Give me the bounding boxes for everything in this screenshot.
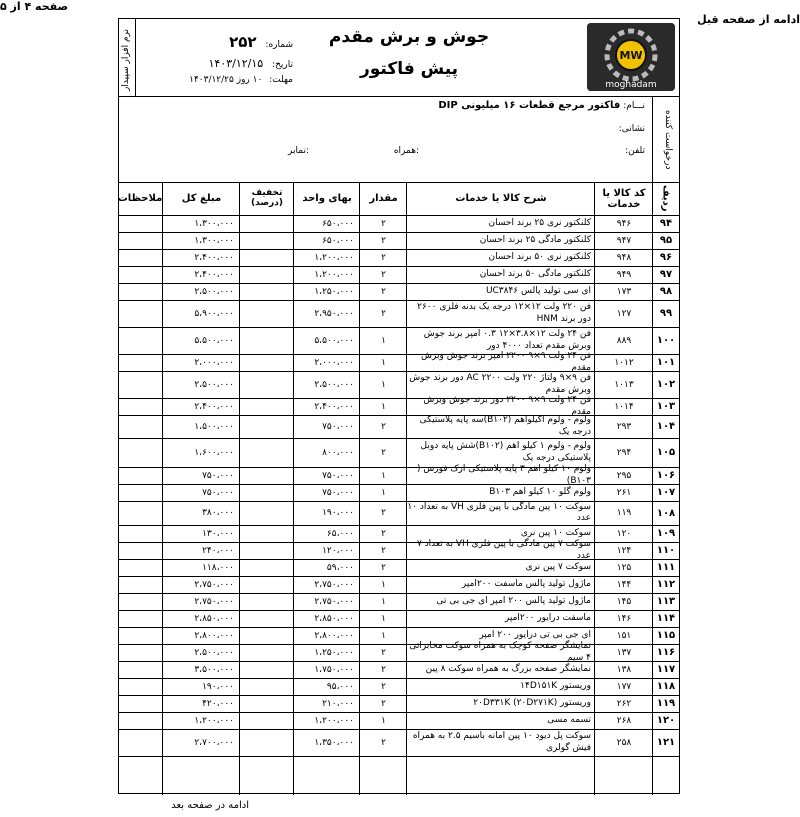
row-total: ۲،۸۵۰،۰۰۰ xyxy=(194,613,234,624)
row-code: ۱۳۷ xyxy=(616,647,632,658)
row-total: ۲،۵۰۰،۰۰۰ xyxy=(194,379,234,390)
row-description: ماسفت درایور ۲۰۰امپر xyxy=(504,612,591,623)
row-code: ۱۷۷ xyxy=(616,681,632,692)
row-description: ای سی تولید پالس UC۳۸۴۶ xyxy=(485,285,591,296)
row-total: ۱۹۰،۰۰۰ xyxy=(202,681,234,692)
row-radif: ۹۹ xyxy=(659,308,673,319)
row-unit-price: ۵۹،۰۰۰ xyxy=(326,562,354,573)
row-total: ۲،۸۰۰،۰۰۰ xyxy=(194,630,234,641)
continued-from: ادامه از صفحه قبل xyxy=(697,13,800,26)
table-row xyxy=(119,232,679,250)
table-row xyxy=(119,283,679,301)
row-unit-price: ۲،۸۰۰،۰۰۰ xyxy=(314,630,354,641)
row-total: ۳،۵۰۰،۰۰۰ xyxy=(194,664,234,675)
row-code: ۲۶۲ xyxy=(616,698,632,709)
row-quantity: ۲ xyxy=(381,286,386,297)
row-radif: ۱۰۸ xyxy=(656,507,676,519)
row-unit-price: ۶۵۰،۰۰۰ xyxy=(322,218,354,229)
row-total: ۱،۶۰۰،۰۰۰ xyxy=(194,447,234,458)
row-radif: ۱۰۷ xyxy=(656,487,676,498)
row-unit-price: ۲،۹۵۰،۰۰۰ xyxy=(314,308,354,319)
row-description: فن ۲۴ ولت ۹×۹ ۲۲۰۰ دور برند جوش وبرش مقدم xyxy=(423,395,591,417)
table-row xyxy=(119,627,679,645)
table-row xyxy=(119,525,679,543)
row-quantity: ۱ xyxy=(381,470,386,481)
row-quantity: ۲ xyxy=(381,545,386,556)
footer-section xyxy=(119,795,679,817)
table-row xyxy=(119,610,679,628)
row-description: ولوم گلو ۱۰ کیلو اهم B۱۰۳ xyxy=(489,486,591,497)
row-unit-price: ۲،۷۵۰،۰۰۰ xyxy=(314,596,354,607)
header-code: کد کالا یا خدمات xyxy=(602,187,646,210)
row-quantity: ۲ xyxy=(381,562,386,573)
invoice-number: شماره: ۲۵۲ xyxy=(229,33,293,51)
header-discount: تخفیف (درصد) xyxy=(251,187,283,208)
row-radif: ۱۱۰ xyxy=(656,545,676,556)
table-row xyxy=(119,593,679,611)
row-description: کلنکتور نری ۵۰ برند احسان xyxy=(488,251,591,262)
row-unit-price: ۷۵۰،۰۰۰ xyxy=(322,487,354,498)
row-code: ۱۳۸ xyxy=(616,664,632,675)
row-total: ۲،۷۵۰،۰۰۰ xyxy=(194,579,234,590)
row-total: ۱،۳۰۰،۰۰۰ xyxy=(194,235,234,246)
row-quantity: ۱ xyxy=(381,596,386,607)
row-unit-price: ۷۵۰،۰۰۰ xyxy=(322,421,354,432)
customer-address: نشانی: xyxy=(618,124,645,134)
row-description: ماژول تولید پالس ماسفت ۲۰۰امپر xyxy=(461,578,591,589)
row-quantity: ۱ xyxy=(381,630,386,641)
customer-mobile: همراه: xyxy=(393,146,419,156)
row-quantity: ۲ xyxy=(381,235,386,246)
table-row xyxy=(119,464,679,486)
row-quantity: ۱ xyxy=(381,379,386,390)
company-logo xyxy=(587,23,675,91)
row-description: نمایشگر صفحه کوچک به همراه سوکت مخابراتی ۴ سیم xyxy=(409,641,591,663)
row-unit-price: ۱،۲۰۰،۰۰۰ xyxy=(314,252,354,263)
row-unit-price: ۲،۵۰۰،۰۰۰ xyxy=(314,379,354,390)
row-total: ۵،۹۰۰،۰۰۰ xyxy=(194,308,234,319)
document-subtitle: پیش فاکتور xyxy=(359,59,459,79)
row-quantity: ۲ xyxy=(381,698,386,709)
row-unit-price: ۵،۵۰۰،۰۰۰ xyxy=(314,335,354,346)
row-unit-price: ۲،۴۰۰،۰۰۰ xyxy=(314,401,354,412)
row-code: ۱۰۱۳ xyxy=(614,379,634,390)
row-total: ۲،۰۰۰،۰۰۰ xyxy=(194,357,234,368)
table-row xyxy=(119,266,679,284)
row-radif: ۱۱۱ xyxy=(656,562,676,573)
row-description: سوکت ۱۰ پین مادگی با پین فلزی VH به تعداد ۱۰ عدد xyxy=(407,501,591,523)
row-unit-price: ۶۵۰،۰۰۰ xyxy=(322,235,354,246)
row-description: وریستور (۲۰D۲۷۱K) ۲۰D۳۳۱K xyxy=(473,697,591,708)
row-description: فن ۹×۹ ولتاژ ۲۲۰ ولت AC ۲۲۰۰ دور برند جوش وبرش مقدم xyxy=(409,373,591,395)
row-unit-price: ۱،۲۰۰،۰۰۰ xyxy=(314,715,354,726)
table-row xyxy=(119,678,679,696)
row-radif: ۱۰۳ xyxy=(656,401,676,412)
row-description: سوکت ۷ پین مادگی با پین فلزی VH به تعداد ۷ عدد xyxy=(416,539,591,561)
row-unit-price: ۱،۲۰۰،۰۰۰ xyxy=(314,269,354,280)
row-radif: ۱۱۴ xyxy=(656,613,676,624)
row-radif: ۱۰۲ xyxy=(656,379,676,390)
row-code: ۲۶۱ xyxy=(616,487,632,498)
row-quantity: ۱ xyxy=(381,579,386,590)
row-total: ۲،۵۰۰،۰۰۰ xyxy=(194,286,234,297)
row-total: ۲،۴۰۰،۰۰۰ xyxy=(194,401,234,412)
table-row xyxy=(119,351,679,373)
row-code: ۸۸۹ xyxy=(616,335,632,346)
row-code: ۲۹۳ xyxy=(616,421,632,432)
row-description: سوکت ۱۰ پین نری xyxy=(520,527,591,538)
row-description: ای جی بی تی درایور ۲۰۰ امپر xyxy=(479,629,591,640)
row-quantity: ۱ xyxy=(381,487,386,498)
row-radif: ۱۰۹ xyxy=(656,528,676,539)
row-quantity: ۱ xyxy=(381,613,386,624)
table-row xyxy=(119,539,679,561)
row-quantity: ۲ xyxy=(381,421,386,432)
customer-section xyxy=(119,96,679,183)
row-code: ۱۴۴ xyxy=(616,579,632,590)
table-row xyxy=(119,249,679,267)
row-quantity: ۲ xyxy=(381,252,386,263)
row-description: سوکت پل دیود ۱۰ پین امانه باسیم ۲.۵ به همراه فیش گولری xyxy=(412,731,591,753)
row-quantity: ۲ xyxy=(381,218,386,229)
invoice-deadline: مهلت: ۱۰ روز ۱۴۰۳/۱۲/۲۵ xyxy=(189,75,293,85)
row-total: ۱۳۰،۰۰۰ xyxy=(202,528,234,539)
invoice-header xyxy=(119,19,679,97)
row-description: وریستور ۱۴D۱۵۱K xyxy=(520,680,591,691)
header-desc: شرح کالا یا خدمات xyxy=(455,193,547,204)
row-quantity: ۲ xyxy=(381,269,386,280)
row-description: فن ۲۴ ولت ۹×۹ ۲۲۰۰ امپر برند جوش وبرش مقدم xyxy=(421,351,591,373)
row-quantity: ۱ xyxy=(381,401,386,412)
header-unit-price: بهای واحد xyxy=(302,193,352,204)
row-radif: ۹۴ xyxy=(659,218,673,229)
row-quantity: ۱ xyxy=(381,335,386,346)
row-code: ۱۵۱ xyxy=(616,630,632,641)
row-unit-price: ۹۵،۰۰۰ xyxy=(326,681,354,692)
row-code: ۲۹۴ xyxy=(616,447,632,458)
customer-phone: تلفن: xyxy=(625,146,645,156)
row-description: فن ۲۴ ولت ۱۲×۳.۸×۱۲ ۰.۳ امپر برند جوش وبرش مقدم تعداد ۴۰۰۰ دور xyxy=(423,329,591,351)
row-code: ۱۲۵ xyxy=(616,562,632,573)
page-info: صفحه ۴ از ۵ xyxy=(0,0,69,13)
row-quantity: ۲ xyxy=(381,681,386,692)
row-unit-price: ۱،۷۵۰،۰۰۰ xyxy=(314,664,354,675)
row-description: تسمه مسی xyxy=(547,714,591,725)
row-radif: ۱۱۳ xyxy=(656,596,676,607)
row-code: ۹۴۷ xyxy=(616,235,632,246)
table-row xyxy=(119,641,679,663)
row-unit-price: ۱۲۰،۰۰۰ xyxy=(322,545,354,556)
row-unit-price: ۲،۰۰۰،۰۰۰ xyxy=(314,357,354,368)
row-radif: ۱۱۵ xyxy=(656,630,676,641)
table-row xyxy=(119,438,679,468)
row-unit-price: ۱،۲۵۰،۰۰۰ xyxy=(314,647,354,658)
row-description: ولوم - ولوم اکیلواهم (B۱۰۲)سه پایه پلاستیکی درجه یک xyxy=(419,415,591,437)
table-row xyxy=(119,695,679,713)
software-label: نرم افزار سپیدار xyxy=(121,29,131,91)
row-radif: ۱۱۲ xyxy=(656,579,676,590)
row-code: ۱۰۱۴ xyxy=(614,401,634,412)
table-row xyxy=(119,559,679,577)
row-unit-price: ۱،۲۵۰،۰۰۰ xyxy=(314,286,354,297)
row-description: ولوم - ولوم ۱ کیلو اهم (B۱۰۲)شش پایه دوبل پلاستیکی درجه یک xyxy=(420,441,591,463)
table-row xyxy=(119,215,679,233)
header-notes: ملاحظات xyxy=(117,193,163,204)
svg-text:MW: MW xyxy=(619,49,643,62)
header-qty: مقدار xyxy=(369,193,398,204)
table-row xyxy=(119,415,679,439)
row-description: ماژول تولید پالس ۲۰۰ امپر ای جی بی تی xyxy=(436,595,591,606)
row-unit-price: ۸۰۰،۰۰۰ xyxy=(322,447,354,458)
row-total: ۱۱۸،۰۰۰ xyxy=(202,562,234,573)
row-radif: ۱۲۱ xyxy=(656,737,676,748)
row-total: ۴۲۰،۰۰۰ xyxy=(202,698,234,709)
requester-label: درخواست کننده xyxy=(663,110,673,170)
row-code: ۱۷۳ xyxy=(616,286,632,297)
row-quantity: ۲ xyxy=(381,447,386,458)
row-code: ۱۲۰ xyxy=(616,528,632,539)
row-code: ۲۵۸ xyxy=(616,737,632,748)
row-unit-price: ۲۱۰،۰۰۰ xyxy=(322,698,354,709)
company-title: جوش و برش مقدم xyxy=(328,27,490,47)
row-total: ۲،۷۰۰،۰۰۰ xyxy=(194,737,234,748)
row-radif: ۱۱۷ xyxy=(656,664,676,675)
row-total: ۲،۴۰۰،۰۰۰ xyxy=(194,269,234,280)
table-row xyxy=(119,300,679,328)
customer-fax: نمابر: xyxy=(288,146,309,156)
row-code: ۱۰۱۲ xyxy=(614,357,634,368)
table-row xyxy=(119,501,679,526)
row-description: کلنکتور مادگی ۵۰ برند احسان xyxy=(479,268,591,279)
row-unit-price: ۲،۸۵۰،۰۰۰ xyxy=(314,613,354,624)
row-total: ۷۵۰،۰۰۰ xyxy=(202,470,234,481)
row-quantity: ۲ xyxy=(381,664,386,675)
row-total: ۲۴۰،۰۰۰ xyxy=(202,545,234,556)
row-description: نمایشگر صفحه بزرگ به همراه سوکت ۸ پین xyxy=(425,663,591,674)
row-description: ولوم ۱۰ کیلو اهم ۳ پایه پلاستیکی ارک فورس ( B۱۰۳) xyxy=(416,464,591,486)
header-total: مبلغ کل xyxy=(181,193,222,204)
row-code: ۱۴۶ xyxy=(616,613,632,624)
row-radif: ۹۸ xyxy=(659,286,673,297)
row-code: ۱۴۵ xyxy=(616,596,632,607)
row-description: سوکت ۷ پین نری xyxy=(525,561,591,572)
row-total: ۱،۵۰۰،۰۰۰ xyxy=(194,421,234,432)
row-total: ۳۸۰،۰۰۰ xyxy=(202,508,234,518)
row-total: ۲،۴۰۰،۰۰۰ xyxy=(194,252,234,263)
table-header xyxy=(119,182,679,216)
invoice-date: تاریخ: ۱۴۰۳/۱۲/۱۵ xyxy=(208,57,293,70)
row-radif: ۹۷ xyxy=(659,269,673,280)
row-total: ۵،۵۰۰،۰۰۰ xyxy=(194,335,234,346)
row-quantity: ۲ xyxy=(381,737,386,748)
row-total: ۲،۷۵۰،۰۰۰ xyxy=(194,596,234,607)
table-row xyxy=(119,661,679,679)
row-radif: ۱۰۱ xyxy=(656,357,676,368)
row-radif: ۱۱۹ xyxy=(656,698,676,709)
header-radif: ردیف xyxy=(660,185,672,212)
row-code: ۱۲۷ xyxy=(616,308,632,319)
row-radif: ۹۶ xyxy=(659,252,673,263)
row-quantity: ۲ xyxy=(381,508,386,518)
row-radif: ۱۰۴ xyxy=(656,421,676,432)
row-code: ۹۴۹ xyxy=(616,269,632,280)
row-unit-price: ۷۵۰،۰۰۰ xyxy=(322,470,354,481)
table-row xyxy=(119,371,679,399)
row-unit-price: ۱،۳۵۰،۰۰۰ xyxy=(314,737,354,748)
row-radif: ۱۱۸ xyxy=(656,681,676,692)
row-code: ۱۱۹ xyxy=(616,508,632,518)
row-radif: ۱۱۶ xyxy=(656,647,676,658)
customer-name: نـــام: فاکتور مرجع قطعات ۱۶ میلیونی DIP xyxy=(438,100,645,111)
row-description: کلنکتور نری ۲۵ برند احسان xyxy=(488,217,591,228)
row-radif: ۱۰۵ xyxy=(656,447,676,458)
row-code: ۲۹۵ xyxy=(616,470,632,481)
invoice-frame xyxy=(117,18,680,811)
row-total: ۲،۵۰۰،۰۰۰ xyxy=(194,647,234,658)
row-quantity: ۱ xyxy=(381,715,386,726)
continued-next: ادامه در صفحه بعد xyxy=(171,800,249,811)
row-unit-price: ۱۹۰،۰۰۰ xyxy=(322,508,354,518)
row-total: ۱،۲۰۰،۰۰۰ xyxy=(194,715,234,726)
row-total: ۱،۳۰۰،۰۰۰ xyxy=(194,218,234,229)
row-quantity: ۲ xyxy=(381,308,386,319)
row-description: فن ۲۲۰ ولت ۱۲×۱۲ درجه یک بدنه فلزی ۲۶۰۰ دور برند HNM xyxy=(417,302,591,324)
table-row xyxy=(119,484,679,502)
row-radif: ۹۵ xyxy=(659,235,673,246)
row-radif: ۱۰۶ xyxy=(656,470,676,481)
table-row xyxy=(119,729,679,757)
row-quantity: ۲ xyxy=(381,647,386,658)
row-radif: ۱۲۰ xyxy=(656,715,676,726)
row-description: کلنکتور مادگی ۲۵ برند احسان xyxy=(479,234,591,245)
row-code: ۹۴۸ xyxy=(616,252,632,263)
row-quantity: ۲ xyxy=(381,528,386,539)
table-row xyxy=(119,576,679,594)
table-row xyxy=(119,395,679,417)
table-row xyxy=(119,712,679,730)
table-row xyxy=(119,327,679,355)
row-unit-price: ۲،۷۵۰،۰۰۰ xyxy=(314,579,354,590)
row-radif: ۱۰۰ xyxy=(656,335,676,346)
row-code: ۹۴۶ xyxy=(616,218,632,229)
svg-text:moghadam: moghadam xyxy=(605,80,657,90)
row-code: ۱۲۴ xyxy=(616,545,632,556)
row-total: ۷۵۰،۰۰۰ xyxy=(202,487,234,498)
row-code: ۲۶۸ xyxy=(616,715,632,726)
row-quantity: ۱ xyxy=(381,357,386,368)
row-unit-price: ۶۵،۰۰۰ xyxy=(326,528,354,539)
